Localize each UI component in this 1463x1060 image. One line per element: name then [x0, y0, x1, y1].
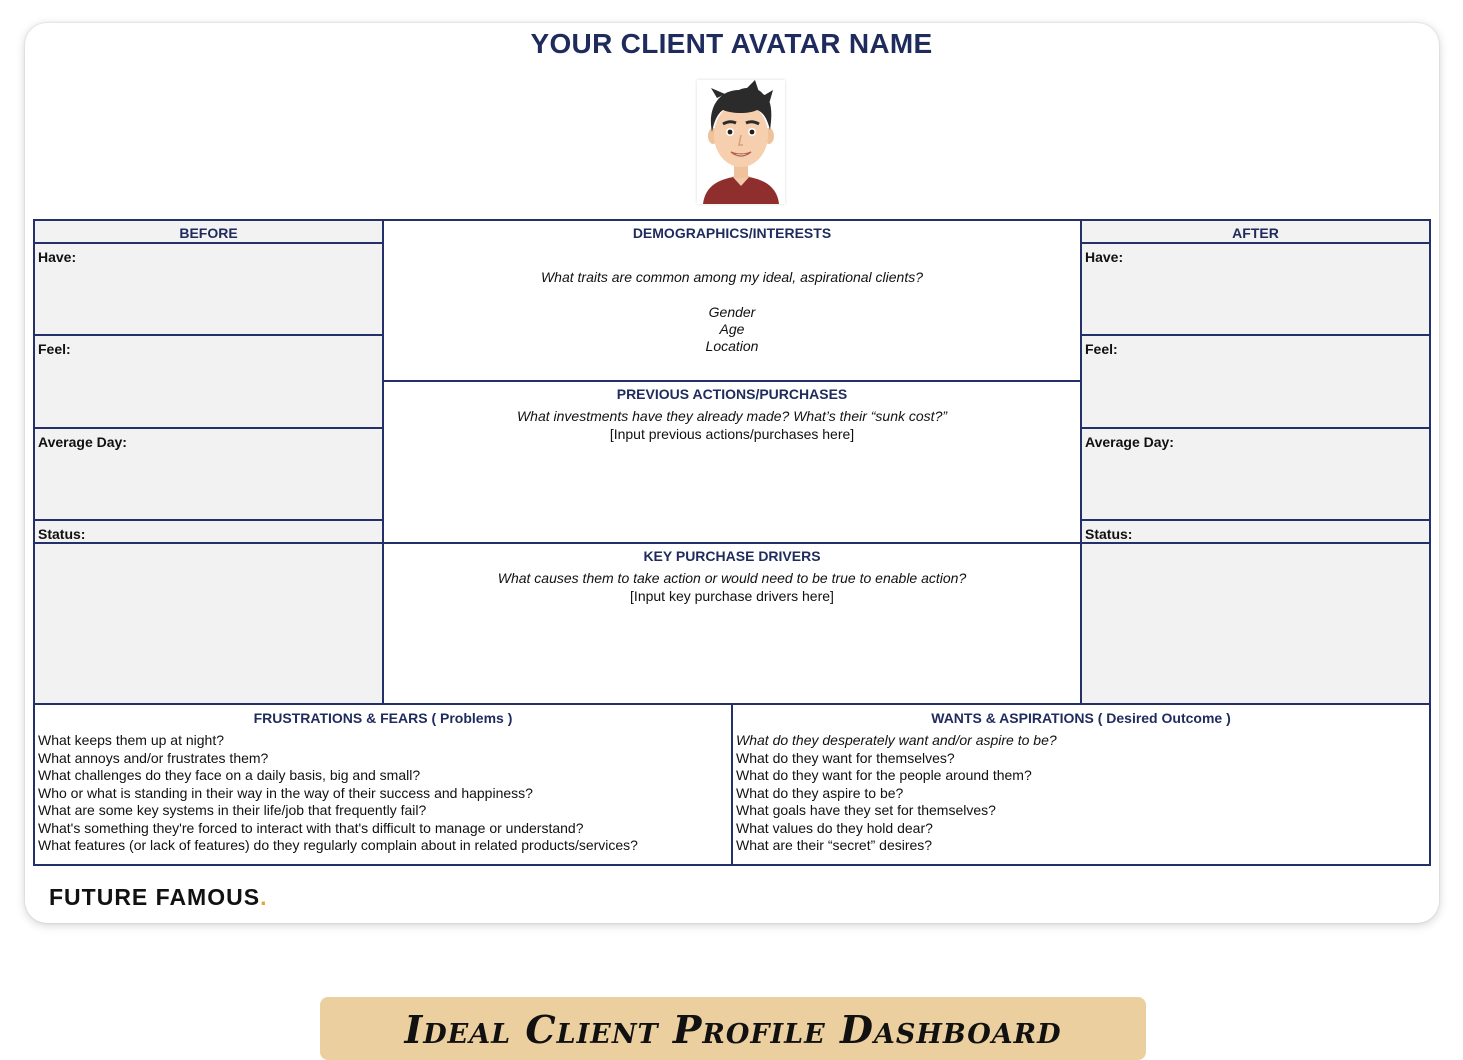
after-feel-label: Feel: — [1085, 341, 1118, 357]
after-have-cell[interactable] — [1081, 243, 1430, 335]
before-header: BEFORE — [179, 225, 238, 241]
after-header: AFTER — [1232, 225, 1279, 241]
before-have-label: Have: — [38, 249, 77, 265]
grid-line-h-right-4 — [1081, 519, 1430, 521]
frustrations-header-main: FRUSTRATIONS & FEARS — [253, 710, 428, 726]
grid-line-v-right — [1080, 219, 1082, 705]
frustration-question: What annoys and/or frustrates them? — [38, 749, 269, 766]
grid-line-h-center-2 — [383, 542, 1081, 544]
after-average-day-label: Average Day: — [1085, 434, 1174, 450]
wants-header-sub: ( Desired Outcome ) — [1097, 710, 1231, 726]
before-status-cell[interactable] — [34, 520, 383, 704]
avatar-illustration — [697, 80, 785, 204]
frustration-question: What's something they're forced to interact with that's difficult to manage or understand? — [38, 819, 584, 836]
frustration-question: Who or what is standing in their way in the way of their success and happiness? — [38, 784, 533, 801]
grid-line-h-center-1 — [383, 380, 1081, 382]
grid-line-v-bottom-mid — [731, 704, 733, 865]
wants-header — [732, 710, 1430, 726]
avatar — [697, 80, 785, 204]
wants-question: What values do they hold dear? — [736, 819, 933, 836]
demographics-question: What traits are common among my ideal, aspirational clients? — [540, 269, 924, 285]
wants-question: What goals have they set for themselves? — [736, 802, 996, 818]
demographics-item-gender: Gender — [708, 304, 756, 320]
grid-line-h-left-5 — [34, 542, 383, 544]
frustrations-section[interactable] — [34, 704, 732, 865]
wants-question: What do they want for themselves? — [736, 749, 955, 766]
grid-line-h-right-2 — [1081, 334, 1430, 336]
demographics-header: DEMOGRAPHICS/INTERESTS — [632, 225, 832, 241]
grid-line-outer-top — [33, 219, 1431, 221]
before-have-cell[interactable] — [34, 243, 383, 335]
wants-header-main: WANTS & ASPIRATIONS — [931, 710, 1094, 726]
before-feel-cell[interactable] — [34, 335, 383, 428]
wants-question: What do they want for the people around them? — [736, 767, 1032, 783]
grid-line-h-left-4 — [34, 519, 383, 521]
before-status-label: Status: — [38, 526, 86, 542]
grid-line-h-right-5 — [1081, 542, 1430, 544]
grid-line-h-left-2 — [34, 334, 383, 336]
after-status-label: Status: — [1085, 526, 1133, 542]
previous-actions-placeholder: [Input previous actions/purchases here] — [609, 426, 855, 442]
after-average-day-cell[interactable] — [1081, 428, 1430, 520]
previous-actions-question: What investments have they already made? What’s their “sunk cost?” — [516, 408, 948, 424]
frustration-question: What features (or lack of features) do they regularly complain about in related products/services? — [38, 837, 638, 853]
future-famous-logo — [49, 884, 267, 911]
previous-actions-section[interactable] — [383, 381, 1081, 543]
demographics-section[interactable] — [383, 220, 1081, 381]
after-feel-cell[interactable] — [1081, 335, 1430, 428]
grid-line-h-bottom-row — [33, 703, 1431, 705]
future-famous-logo-text: FUTURE FAMOUS — [49, 884, 261, 910]
frustration-question: What are some key systems in their life/job that frequently fail? — [38, 802, 427, 818]
before-average-day-label: Average Day: — [38, 434, 127, 450]
grid-line-h-right-1 — [1081, 242, 1430, 244]
page-title: YOUR CLIENT AVATAR NAME — [530, 28, 933, 59]
before-average-day-cell[interactable] — [34, 428, 383, 520]
wants-question: What do they desperately want and/or aspire to be? — [736, 732, 1057, 748]
before-feel-label: Feel: — [38, 341, 71, 357]
wants-question: What are their “secret” desires? — [736, 837, 933, 853]
after-have-label: Have: — [1085, 249, 1124, 265]
grid-line-h-left-1 — [34, 242, 383, 244]
future-famous-logo-dot: . — [260, 884, 268, 910]
dashboard-banner-title: Ideal Client Profile Dashboard — [404, 1007, 1062, 1052]
previous-actions-header: PREVIOUS ACTIONS/PURCHASES — [616, 386, 848, 402]
wants-section[interactable] — [732, 704, 1430, 865]
grid-line-h-right-3 — [1081, 427, 1430, 429]
key-purchase-drivers-section[interactable] — [383, 543, 1081, 704]
frustration-question: What challenges do they face on a daily basis, big and small? — [38, 767, 421, 783]
grid-line-h-left-3 — [34, 427, 383, 429]
frustrations-header-sub: ( Problems ) — [431, 710, 513, 726]
frustration-question: What keeps them up at night? — [38, 732, 224, 748]
wants-question: What do they aspire to be? — [736, 784, 904, 801]
dashboard-banner — [320, 997, 1146, 1060]
wants-questions — [736, 732, 1057, 855]
grid-line-v-left — [382, 219, 384, 705]
frustrations-questions — [38, 732, 638, 855]
frustrations-header — [34, 710, 732, 726]
key-purchase-drivers-placeholder: [Input key purchase drivers here] — [630, 588, 834, 604]
demographics-item-age: Age — [719, 321, 745, 337]
key-purchase-drivers-header: KEY PURCHASE DRIVERS — [643, 548, 821, 564]
demographics-item-location: Location — [705, 338, 759, 354]
key-purchase-drivers-question: What causes them to take action or would need to be true to enable action? — [497, 570, 967, 586]
after-status-cell[interactable] — [1081, 520, 1430, 704]
